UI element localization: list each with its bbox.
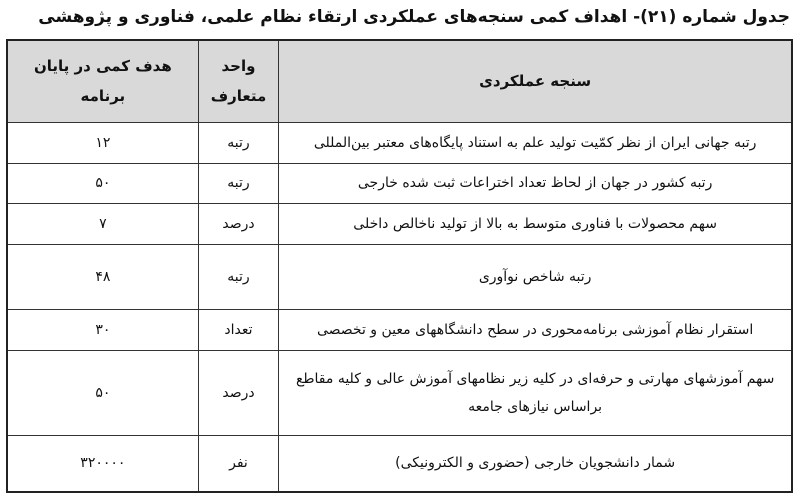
- unit-cell: رتبه: [198, 163, 279, 203]
- header-target: هدف کمی در پایان برنامه: [7, 40, 198, 122]
- table-row: [7, 122, 792, 163]
- metric-cell: سهم محصولات با فناوری متوسط به بالا از تولید ناخالص داخلی: [279, 203, 792, 244]
- table-row: [7, 244, 792, 309]
- metric-cell: شمار دانشجویان خارجی (حضوری و الکترونیکی): [279, 435, 792, 492]
- target-cell: ۵۰: [7, 163, 198, 203]
- metric-cell: رتبه کشور در جهان از لحاظ تعداد اختراعات ثبت شده خارجی: [279, 163, 792, 203]
- target-cell: ۷: [7, 203, 198, 244]
- table-row: [7, 309, 792, 350]
- target-cell: ۳۲۰۰۰۰: [7, 435, 198, 492]
- unit-cell: تعداد: [198, 309, 279, 350]
- table-row: [7, 203, 792, 244]
- header-unit: واحد متعارف: [198, 40, 279, 122]
- unit-cell: درصد: [198, 350, 279, 435]
- table-row: [7, 163, 792, 203]
- metric-cell: رتبه شاخص نوآوری: [279, 244, 792, 309]
- unit-cell: درصد: [198, 203, 279, 244]
- metric-cell: استقرار نظام آموزشی برنامه‌محوری در سطح دانشگاههای معین و تخصصی: [279, 309, 792, 350]
- target-cell: ۱۲: [7, 122, 198, 163]
- unit-cell: رتبه: [198, 122, 279, 163]
- unit-cell: نفر: [198, 435, 279, 492]
- header-row: [7, 40, 792, 122]
- header-metric: سنجه عملکردی: [279, 40, 792, 122]
- unit-cell: رتبه: [198, 244, 279, 309]
- target-cell: ۵۰: [7, 350, 198, 435]
- table-caption: جدول شماره (۲۱)- اهداف کمی سنجه‌های عملکردی ارتقاء نظام علمی، فناوری و پژوهشی: [38, 7, 790, 27]
- metric-cell: رتبه جهانی ایران از نظر کمّیت تولید علم به استناد پایگاه‌های معتبر بین‌المللی: [279, 122, 792, 163]
- table-row: [7, 350, 792, 435]
- performance-metrics-table: [6, 39, 793, 493]
- table-row: [7, 435, 792, 492]
- target-cell: ۴۸: [7, 244, 198, 309]
- target-cell: ۳۰: [7, 309, 198, 350]
- metric-cell: سهم آموزشهای مهارتی و حرفه‌ای در کلیه زیر نظامهای آموزش عالی و کلیه مقاطع براساس نیازهای جامعه: [279, 350, 792, 435]
